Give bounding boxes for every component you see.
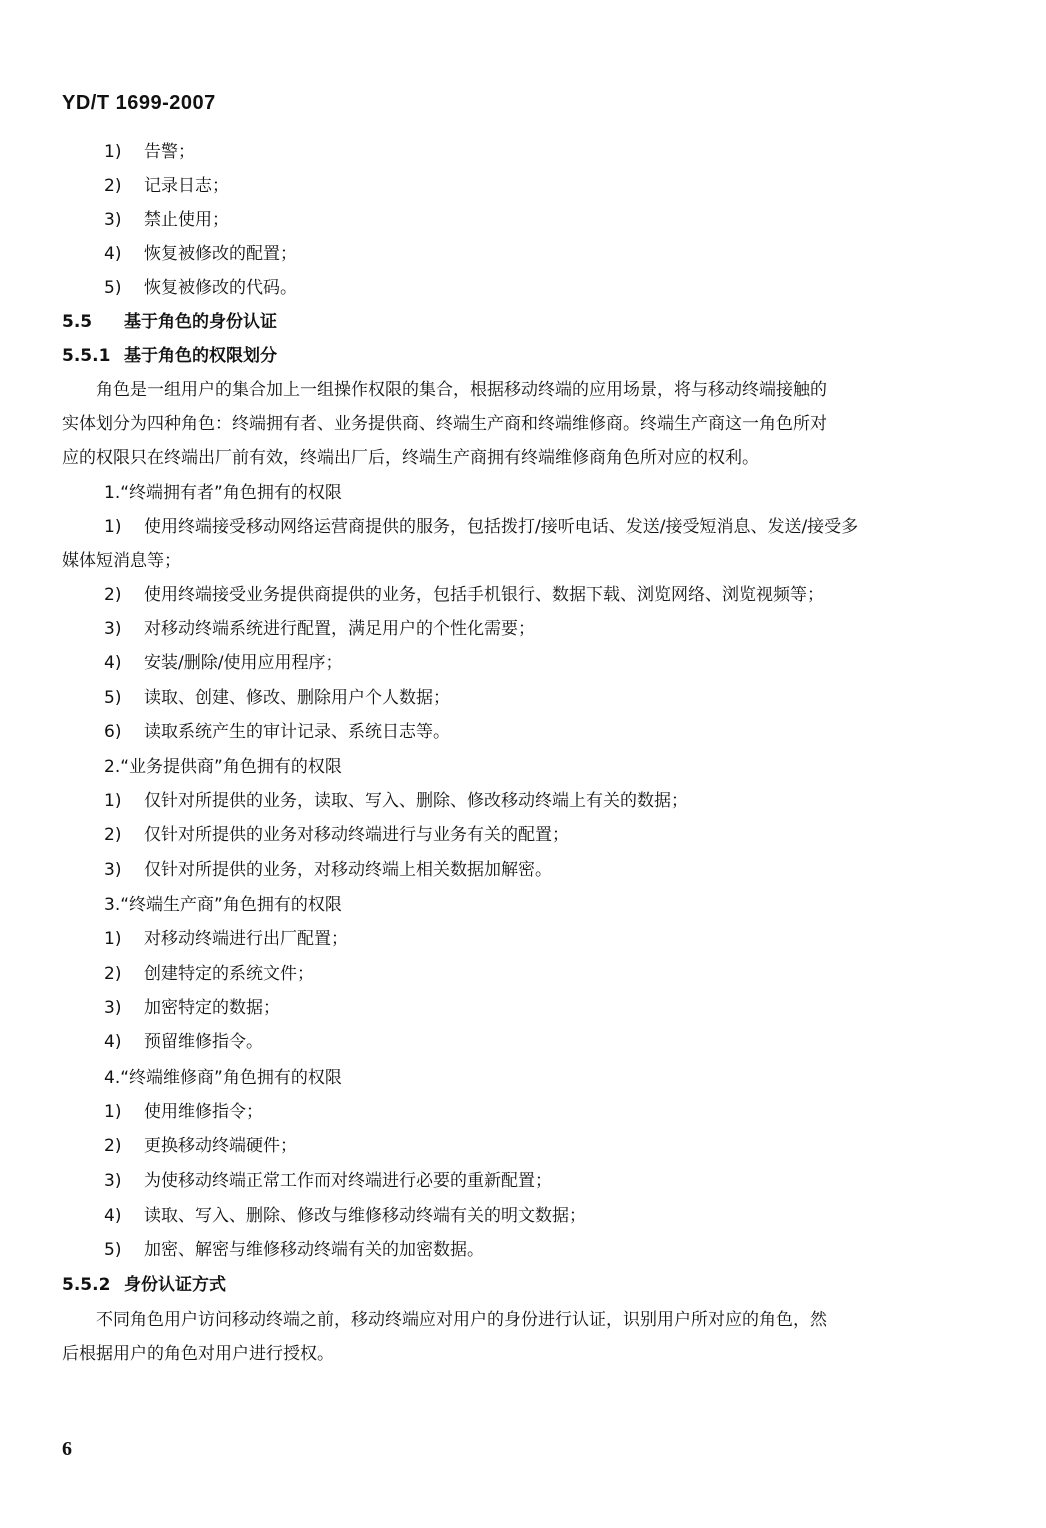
list-item: 2) 使用终端接受业务提供商提供的业务，包括手机银行、数据下载、浏览网络、浏览视频等；: [104, 585, 824, 605]
list-item: 4) 安装/删除/使用应用程序；: [104, 653, 343, 673]
list-item: 3) 禁止使用；: [104, 210, 229, 230]
paragraph-line: 后根据用户的角色对用户进行授权。: [62, 1344, 334, 1364]
section-heading-5-5-2: 5.5.2 身份认证方式: [62, 1275, 226, 1295]
list-item: 1) 使用维修指令；: [104, 1102, 263, 1122]
list-item: 1) 告警；: [104, 142, 195, 162]
list-item: 2) 记录日志；: [104, 176, 229, 196]
section-heading-5-5: 5.5 基于角色的身份认证: [62, 312, 277, 332]
list-item: 6) 读取系统产生的审计记录、系统日志等。: [104, 722, 450, 742]
document-id-header: YD/T 1699-2007: [62, 92, 216, 114]
list-item: 3) 仅针对所提供的业务，对移动终端上相关数据加解密。: [104, 860, 552, 880]
list-item-continuation: 媒体短消息等；: [62, 551, 181, 571]
paragraph-line: 应的权限只在终端出厂前有效，终端出厂后，终端生产商拥有终端维修商角色所对应的权利。: [62, 448, 759, 468]
list-item: 4) 读取、写入、删除、修改与维修移动终端有关的明文数据；: [104, 1206, 586, 1226]
list-item: 3) 加密特定的数据；: [104, 998, 280, 1018]
role-heading-service-provider: 2.“业务提供商”角色拥有的权限: [104, 757, 342, 777]
list-item: 5) 加密、解密与维修移动终端有关的加密数据。: [104, 1240, 484, 1260]
list-item: 1) 仅针对所提供的业务，读取、写入、删除、修改移动终端上有关的数据；: [104, 791, 688, 811]
role-heading-owner: 1.“终端拥有者”角色拥有的权限: [104, 483, 342, 503]
paragraph-line: 实体划分为四种角色：终端拥有者、业务提供商、终端生产商和终端维修商。终端生产商这一角色所对: [62, 414, 827, 434]
paragraph-line: 角色是一组用户的集合加上一组操作权限的集合，根据移动终端的应用场景，将与移动终端接触的: [62, 380, 827, 400]
list-item: 5) 恢复被修改的代码。: [104, 278, 297, 298]
list-item: 4) 恢复被修改的配置；: [104, 244, 297, 264]
role-heading-repairer: 4.“终端维修商”角色拥有的权限: [104, 1068, 342, 1088]
list-item: 2) 仅针对所提供的业务对移动终端进行与业务有关的配置；: [104, 825, 569, 845]
role-heading-manufacturer: 3.“终端生产商”角色拥有的权限: [104, 895, 342, 915]
list-item: 4) 预留维修指令。: [104, 1032, 263, 1052]
list-item: 1) 使用终端接受移动网络运营商提供的服务，包括拨打/接听电话、发送/接受短消息、发送/接受多: [104, 517, 859, 537]
list-item: 5) 读取、创建、修改、删除用户个人数据；: [104, 688, 450, 708]
section-heading-5-5-1: 5.5.1 基于角色的权限划分: [62, 346, 277, 366]
paragraph-line: 不同角色用户访问移动终端之前，移动终端应对用户的身份进行认证，识别用户所对应的角色，然: [62, 1310, 827, 1330]
list-item: 2) 创建特定的系统文件；: [104, 964, 314, 984]
list-item: 1) 对移动终端进行出厂配置；: [104, 929, 348, 949]
list-item: 3) 对移动终端系统进行配置，满足用户的个性化需要；: [104, 619, 535, 639]
list-item: 3) 为使移动终端正常工作而对终端进行必要的重新配置；: [104, 1171, 552, 1191]
page-number: 6: [62, 1438, 72, 1460]
list-item: 2) 更换移动终端硬件；: [104, 1136, 297, 1156]
